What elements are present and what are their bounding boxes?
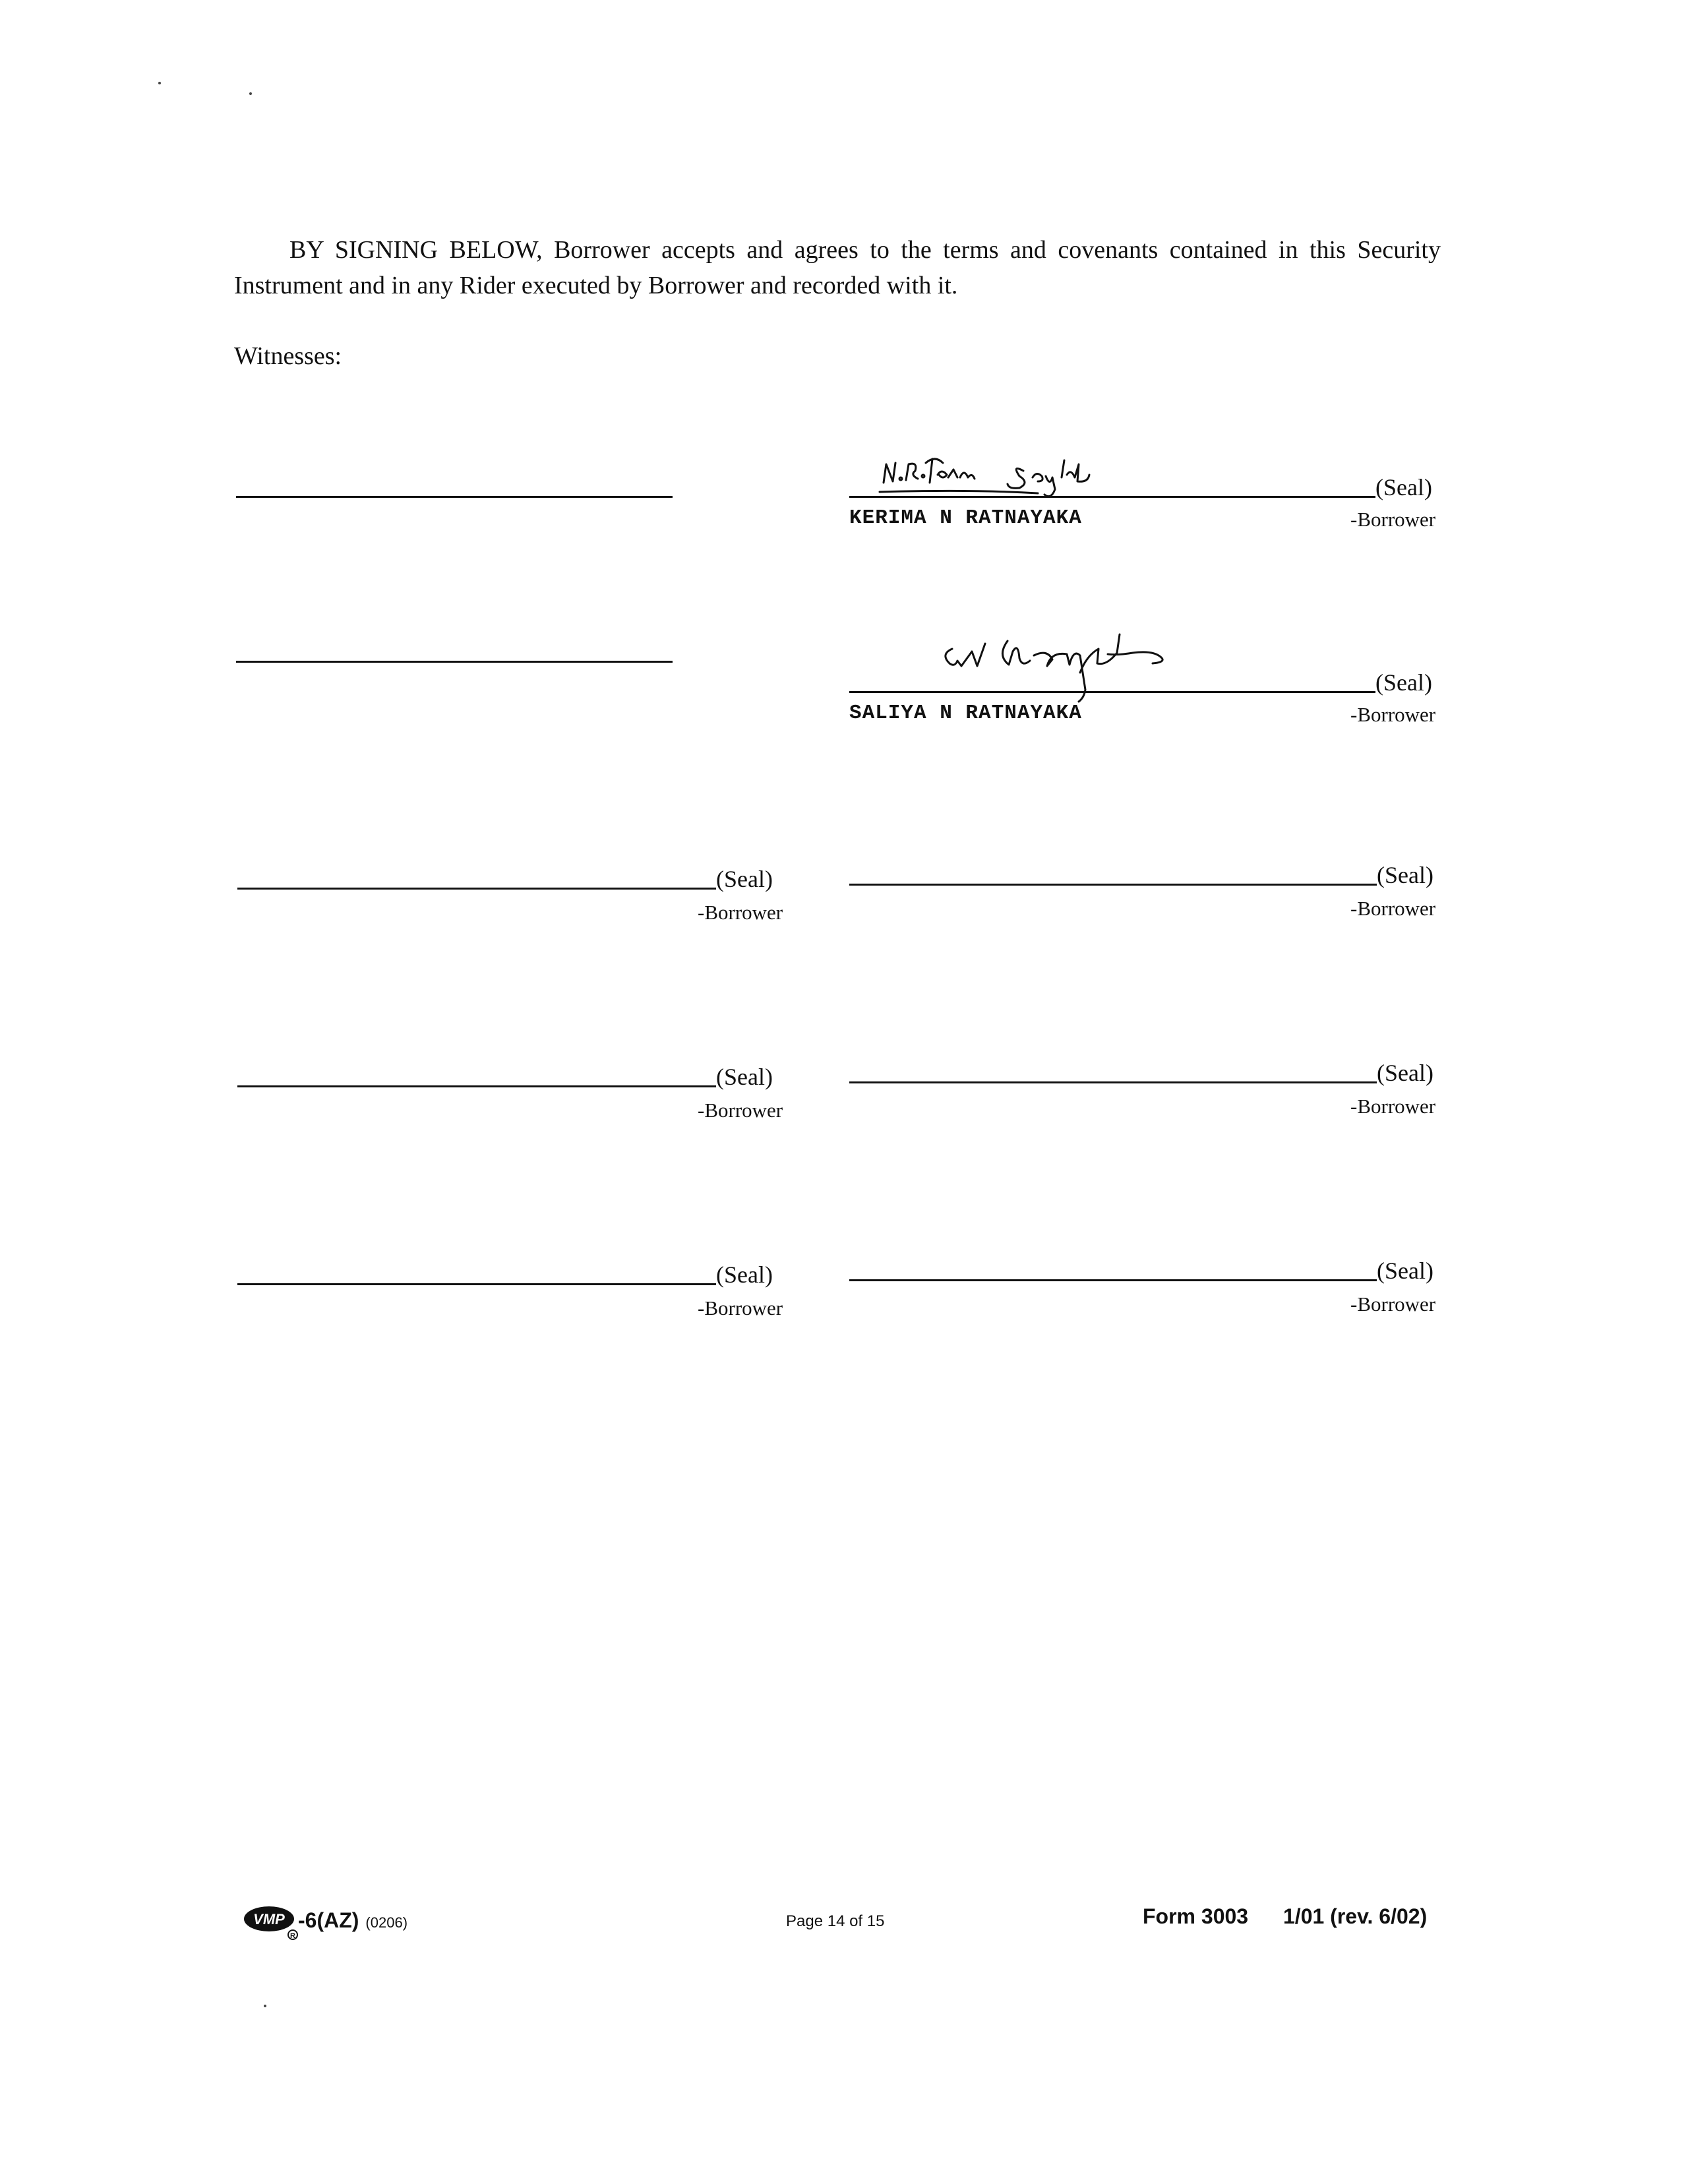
- blank-borrower-block-6: [849, 1058, 1443, 1124]
- seal-label: (Seal): [1375, 669, 1432, 696]
- borrower-role-label: -Borrower: [698, 901, 783, 924]
- seal-label: (Seal): [1375, 474, 1432, 501]
- witness-signature-line-1: [236, 496, 673, 498]
- borrower-role-label: -Borrower: [1350, 703, 1436, 726]
- borrower-signature-line: [849, 1081, 1377, 1083]
- seal-label: (Seal): [1377, 862, 1433, 888]
- borrower-signature-line: [237, 1085, 716, 1087]
- borrower-signature-block-2: [849, 633, 1443, 725]
- borrower-signature-line: [849, 1279, 1377, 1281]
- seal-label: (Seal): [1377, 1258, 1433, 1284]
- blank-borrower-block-4: [849, 860, 1443, 926]
- agreement-text: Borrower accepts and agrees to the terms and covenants contained in this Security Instrument and in any Rider executed by Borrower and recorded with it.: [234, 236, 1441, 299]
- seal-label: (Seal): [716, 866, 773, 892]
- borrower-role-label: -Borrower: [1350, 1095, 1436, 1118]
- blank-borrower-block-7: [237, 1259, 831, 1325]
- handwritten-signature-1: [880, 448, 1157, 501]
- borrower-name-2: SALIYA N RATNAYAKA: [849, 702, 1082, 725]
- form-code: [298, 1908, 407, 1933]
- scan-speck: [158, 82, 161, 84]
- svg-text:R: R: [290, 1932, 295, 1940]
- agreement-paragraph: [234, 232, 1441, 303]
- blank-borrower-block-8: [849, 1256, 1443, 1321]
- borrower-signature-line: [237, 1283, 716, 1285]
- borrower-signature-line-2: [849, 691, 1375, 693]
- seal-label: (Seal): [1377, 1060, 1433, 1086]
- form-code-label: -6(AZ): [298, 1908, 359, 1932]
- borrower-role-label: -Borrower: [1350, 1292, 1436, 1316]
- borrower-role-label: -Borrower: [698, 1296, 783, 1320]
- witness-signature-line-2: [236, 661, 673, 663]
- witnesses-label: Witnesses:: [234, 342, 342, 370]
- agreement-lead: BY SIGNING BELOW,: [289, 236, 543, 264]
- borrower-role-label: -Borrower: [1350, 508, 1436, 531]
- form-revision: 1/01 (rev. 6/02): [1283, 1904, 1428, 1928]
- vmp-logo-text: VMP: [253, 1911, 285, 1927]
- borrower-role-label: -Borrower: [698, 1099, 783, 1122]
- scan-speck: [249, 92, 252, 95]
- borrower-signature-block-1: [849, 448, 1443, 541]
- borrower-name-1: KERIMA N RATNAYAKA: [849, 506, 1082, 530]
- form-number: Form 3003: [1143, 1904, 1249, 1928]
- borrower-signature-line: [237, 888, 716, 890]
- borrower-role-label: -Borrower: [1350, 897, 1436, 920]
- borrower-signature-line: [849, 884, 1377, 886]
- vmp-logo-mark: [243, 1904, 299, 1941]
- blank-borrower-block-5: [237, 1062, 831, 1128]
- seal-label: (Seal): [716, 1261, 773, 1288]
- blank-borrower-block-3: [237, 864, 831, 930]
- scan-speck: [264, 2005, 266, 2007]
- borrower-signature-line-1: [849, 496, 1375, 498]
- form-code-date: (0206): [365, 1914, 408, 1931]
- seal-label: (Seal): [716, 1064, 773, 1090]
- page-number: Page 14 of 15: [786, 1912, 885, 1930]
- vmp-logo: [243, 1904, 299, 1945]
